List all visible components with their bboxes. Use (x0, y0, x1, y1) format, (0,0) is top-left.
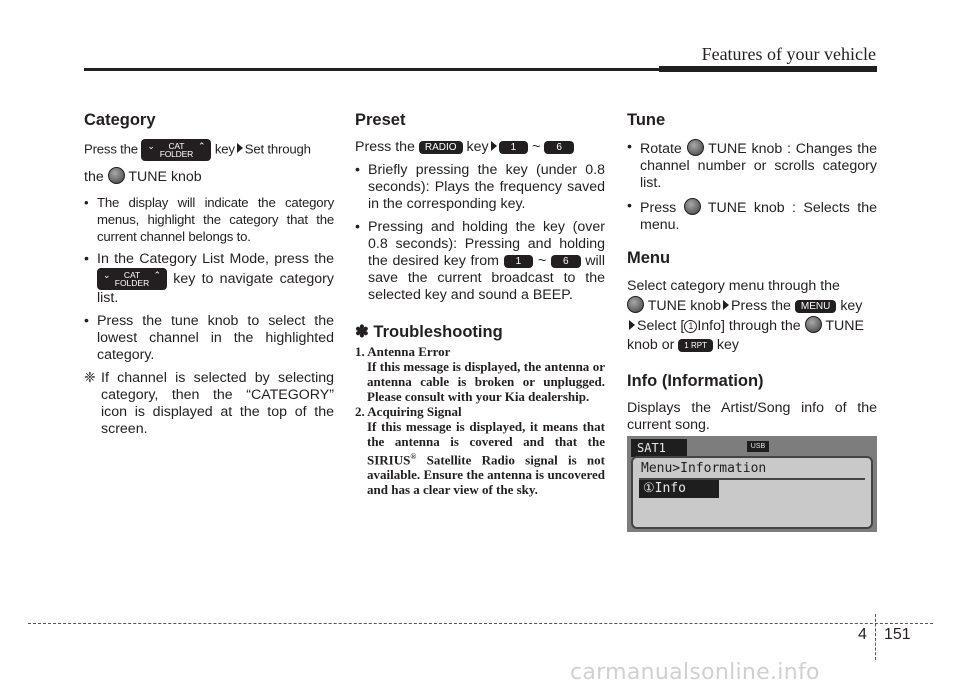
troubleshooting-heading: ✽ Troubleshooting (355, 323, 503, 341)
menu-text (627, 277, 877, 355)
menu-line2-c: key (840, 298, 863, 314)
menu-key: MENU (795, 300, 836, 313)
preset-bullet2-a: Pressing and holding the key (over 0.8 seconds): Pressing and holding the desired key from (368, 219, 605, 269)
arrow-right-icon (237, 143, 243, 153)
menu-line2-a: TUNE knob (647, 298, 722, 314)
footer-rule (28, 623, 933, 624)
menu-line3-a: Select [ (637, 318, 685, 334)
troubleshooting-item-title: 1. Antenna Error (355, 344, 451, 359)
preset-key-1: 1 (499, 141, 529, 154)
page-number: 151 (884, 626, 911, 643)
list-item (627, 198, 877, 234)
tune-heading: Tune (627, 111, 666, 129)
category-note-text: If channel is selected by selecting category, then the “CATEGORY” icon is displayed at the top of the screen. (101, 370, 334, 437)
rpt-key-label: RPT (690, 341, 707, 350)
page-header-title: Features of your vehicle (701, 44, 876, 64)
list-item: • The display will indicate the category menus, highlight the category that the current channel belongs to. (84, 194, 334, 245)
menu-line2-b: Press the (731, 298, 791, 314)
category-intro-set: Set through (244, 141, 311, 157)
troubleshooting-section (355, 322, 605, 497)
menu-line4-b: key (716, 337, 739, 353)
category-intro-tune: TUNE knob (128, 169, 202, 185)
troubleshooting-item-body (355, 419, 605, 497)
sat-tab: SAT1 (631, 439, 687, 457)
menu-line4-a: knob or (627, 337, 675, 353)
preset-intro-press: Press the (355, 139, 415, 155)
folder-key-label: FOLDER (114, 278, 150, 288)
tune-bullet1-b: TUNE knob : Changes the channel number or scrolls category list. (640, 141, 877, 191)
preset-bullet2-b: will save the current broadcast to the selected key and sound a BEEP. (368, 253, 605, 303)
note-mark: ❈ (84, 370, 96, 386)
tune-knob-icon (805, 316, 822, 333)
preset-key-6: 6 (544, 141, 574, 154)
registered-mark: ® (410, 452, 417, 461)
preset-key-1: 1 (504, 255, 534, 268)
chevron-down-icon: ⌄ (103, 270, 111, 280)
category-heading: Category (84, 111, 156, 129)
tune-knob-icon (687, 139, 704, 156)
category-intro (84, 139, 334, 161)
tilde: ~ (537, 253, 547, 269)
chevron-down-icon: ⌄ (147, 141, 155, 151)
section-number: 4 (858, 626, 867, 643)
tune-knob-icon (627, 296, 644, 313)
arrow-right-icon (491, 141, 497, 151)
tune-knob-icon (684, 198, 701, 215)
category-intro-key: key (214, 141, 235, 157)
category-intro-line2 (84, 167, 334, 186)
usb-badge: USB (747, 441, 769, 452)
header-bar (659, 66, 877, 72)
tilde: ~ (532, 139, 541, 155)
cat-key-label: CAT (168, 141, 185, 151)
menu-path: Menu>Information (641, 461, 767, 476)
menu-line1: Select category menu through the (627, 278, 840, 294)
item2-body-b: Satellite Radio signal is not available. Ensure the antenna is uncovered and has a clear view of the sky. (367, 452, 605, 498)
list-item (627, 139, 877, 192)
tune-bullet2-b: TUNE knob : Selects the menu. (640, 200, 878, 233)
chevron-up-icon: ⌃ (153, 270, 161, 280)
category-bullets (84, 194, 334, 364)
preset-key-6: 6 (551, 255, 581, 268)
list-item (355, 219, 605, 304)
item2-body-a: If this message is displayed, it means that the antenna is covered and that the SIRIUS (367, 419, 605, 468)
arrow-right-icon (629, 320, 635, 330)
menu-heading: Menu (627, 249, 671, 267)
cat-folder-key (97, 268, 167, 290)
info-heading: Info (Information) (627, 372, 764, 390)
display-panel (631, 456, 873, 529)
troubleshooting-item-1 (355, 344, 605, 404)
tune-bullet1-a: Rotate (640, 141, 682, 157)
category-bullet2-a: In the Category List Mode, press the (97, 251, 334, 267)
tune-column (627, 110, 877, 440)
info-menu-item: ①Info (639, 480, 719, 498)
preset-heading: Preset (355, 111, 406, 129)
category-column (84, 110, 334, 438)
category-intro-press: Press the (84, 141, 138, 157)
preset-bullets (355, 162, 605, 304)
category-bullet2-b: key to navigate category list. (97, 270, 334, 306)
menu-line3-c: TUNE (825, 318, 864, 334)
category-note (84, 370, 334, 438)
cat-folder-key (141, 139, 211, 161)
watermark: carmanualsonline.info (570, 660, 820, 685)
troubleshooting-item-title: 2. Acquiring Signal (355, 404, 462, 419)
list-item: • Briefly pressing the key (under 0.8 seconds): Plays the frequency saved in the corresponding key. (355, 162, 605, 213)
preset-intro-key: key (466, 139, 489, 155)
preset-intro (355, 139, 605, 156)
radio-key: RADIO (419, 141, 463, 154)
info-text: Displays the Artist/Song info of the current song. (627, 400, 877, 433)
preset-column (355, 110, 605, 497)
category-intro-the: the (84, 169, 104, 185)
troubleshooting-item-2 (355, 404, 605, 497)
tune-bullets (627, 139, 877, 234)
tune-bullet2-a: Press (640, 200, 677, 216)
rpt-key (678, 339, 713, 352)
list-item (84, 251, 334, 307)
folder-key-label: FOLDER (159, 149, 194, 159)
chevron-up-icon: ⌃ (198, 141, 206, 151)
footer-divider (875, 614, 876, 660)
menu-line3-b: Info] through the (697, 318, 801, 334)
troubleshooting-item-body: If this message is displayed, the antenna or antenna cable is broken or unplugged. Please consult with your Kia dealership. (367, 359, 605, 404)
cat-key-label: CAT (123, 270, 141, 280)
list-item: • Press the tune knob to select the lowest channel in the highlighted category. (84, 313, 334, 364)
rpt-key-number: 1 (684, 341, 689, 350)
tune-knob-icon (108, 167, 125, 184)
circled-one-icon: 1 (684, 320, 697, 333)
arrow-right-icon (723, 300, 729, 310)
radio-display-illustration (627, 436, 877, 532)
